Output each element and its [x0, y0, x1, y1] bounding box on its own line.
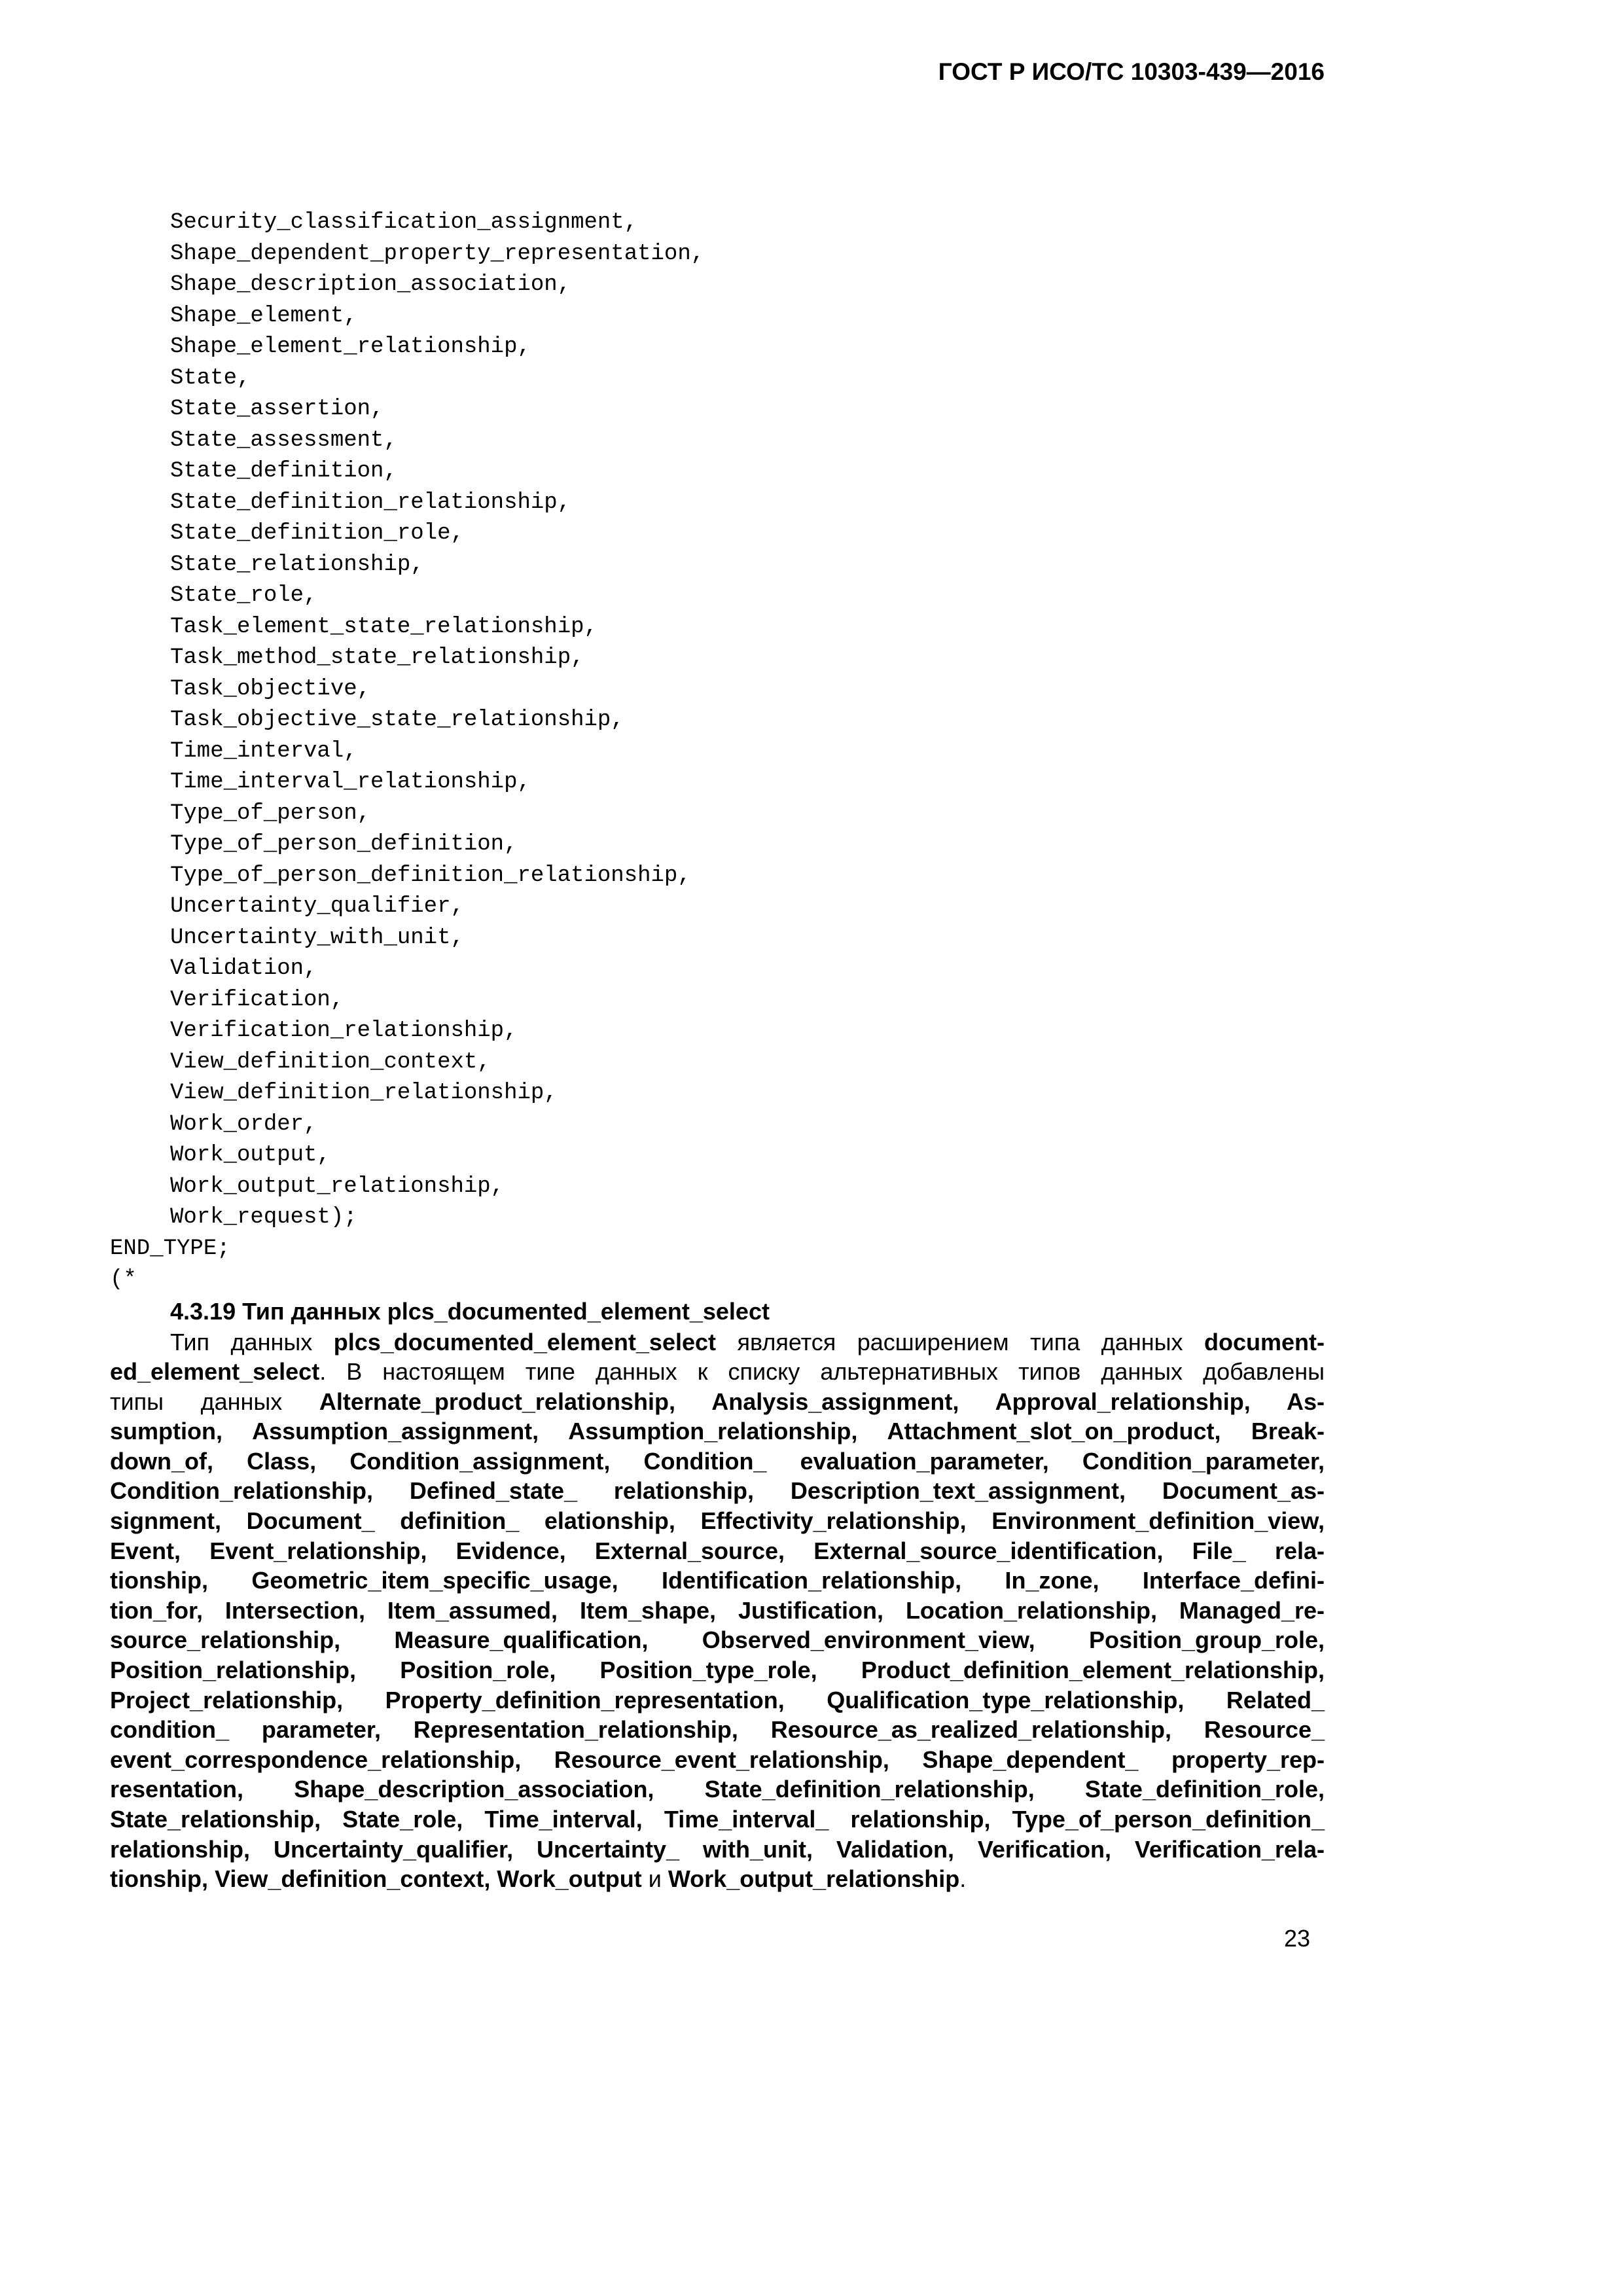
- code-line: (*: [110, 1267, 137, 1292]
- code-line: State_assertion,: [170, 397, 384, 422]
- code-line: State_definition_relationship,: [170, 490, 571, 515]
- code-line: Work_order,: [170, 1111, 317, 1137]
- code-line: State_definition,: [170, 459, 397, 484]
- code-line: View_definition_context,: [170, 1049, 491, 1075]
- paragraph-line: [110, 1835, 1325, 1865]
- type-name-text: sumption, Assumption_assignment, Assumption_relationship, Attachment_slot_on_product, Break-: [110, 1418, 1325, 1445]
- code-line: Work_output,: [170, 1143, 330, 1168]
- page-number: 23: [1283, 1924, 1310, 1952]
- code-line: Uncertainty_qualifier,: [170, 894, 464, 919]
- section-heading: 4.3.19 Тип данных plcs_documented_element_select: [170, 1297, 770, 1325]
- type-name-text: signment, Document_ definition_ elationship, Effectivity_relationship, Environment_definition_view,: [110, 1507, 1325, 1535]
- type-name-text: down_of, Class, Condition_assignment, Condition_ evaluation_parameter, Condition_parameter,: [110, 1447, 1325, 1475]
- paragraph-line: [110, 1774, 1325, 1804]
- type-name-text: Position_relationship, Position_role, Position_type_role, Product_definition_element_relationship,: [110, 1657, 1325, 1684]
- paragraph-line: [110, 1625, 1325, 1655]
- paragraph-line: [110, 1327, 1325, 1357]
- code-line: State_role,: [170, 583, 317, 608]
- code-line: Task_element_state_relationship,: [170, 614, 597, 639]
- code-line: State_relationship,: [170, 552, 424, 577]
- code-line: END_TYPE;: [110, 1236, 230, 1261]
- type-name-text: source_relationship, Measure_qualification, Observed_environment_view, Position_group_role,: [110, 1626, 1325, 1654]
- paragraph-line: [110, 1387, 1325, 1417]
- body-text: Тип данных: [170, 1328, 334, 1355]
- code-line: State_assessment,: [170, 427, 397, 453]
- paragraph-line: [110, 1655, 1325, 1685]
- type-name-text: event_correspondence_relationship, Resource_event_relationship, Shape_dependent_ property_rep-: [110, 1746, 1325, 1773]
- code-line: Shape_element_relationship,: [170, 334, 531, 359]
- paragraph-line: [110, 1446, 1325, 1477]
- paragraph-line: [110, 1566, 1325, 1596]
- paragraph-line: [110, 1596, 1325, 1626]
- paragraph-line: [110, 1864, 1325, 1894]
- paragraph-line: [110, 1506, 1325, 1536]
- type-name-text: resentation, Shape_description_association, State_definition_relationship, State_definition_role,: [110, 1776, 1325, 1803]
- type-name-text: Alternate_product_relationship, Analysis_assignment, Approval_relationship, As-: [319, 1388, 1325, 1415]
- code-line: Task_method_state_relationship,: [170, 645, 584, 670]
- paragraph-line: [110, 1416, 1325, 1446]
- body-text: и: [641, 1865, 668, 1893]
- type-name-text: tionship, View_definition_context, Work_output: [110, 1865, 642, 1893]
- paragraph-line: [110, 1715, 1325, 1745]
- type-name-text: tion_for, Intersection, Item_assumed, Item_shape, Justification, Location_relationship, Managed_re-: [110, 1596, 1325, 1624]
- paragraph-line: [110, 1476, 1325, 1506]
- code-line: Type_of_person,: [170, 800, 371, 826]
- code-line: Security_classification_assignment,: [170, 210, 638, 235]
- paragraph-line: [110, 1536, 1325, 1566]
- express-code-listing: [110, 207, 1325, 1296]
- code-line: Shape_element,: [170, 303, 357, 329]
- code-line: Task_objective,: [170, 676, 371, 702]
- code-line: Validation,: [170, 956, 317, 981]
- code-line: Verification,: [170, 987, 344, 1013]
- code-line: Shape_dependent_property_representation,: [170, 241, 705, 266]
- body-text: . В настоящем типе данных к списку альтернативных типов данных добавлены: [319, 1358, 1325, 1386]
- code-line: Time_interval,: [170, 738, 357, 764]
- code-line: Task_objective_state_relationship,: [170, 708, 624, 732]
- type-name-text: Condition_relationship, Defined_state_ relationship, Description_text_assignment, Document_as-: [110, 1477, 1325, 1505]
- type-name-text: document-: [1204, 1328, 1325, 1355]
- paragraph-line: [110, 1804, 1325, 1835]
- type-name-text: plcs_documented_element_select: [333, 1328, 716, 1355]
- code-line: State_definition_role,: [170, 521, 464, 546]
- type-name-text: State_relationship, State_role, Time_interval, Time_interval_ relationship, Type_of_person_definition_: [110, 1806, 1325, 1833]
- paragraph-line: [110, 1745, 1325, 1775]
- code-line: Work_request);: [170, 1205, 357, 1230]
- page-footer: [110, 1924, 1325, 1953]
- paragraph-line: [110, 1685, 1325, 1715]
- body-text: .: [959, 1865, 967, 1893]
- code-line: State,: [170, 365, 251, 391]
- document-header: [110, 0, 1325, 86]
- type-name-text: relationship, Uncertainty_qualifier, Uncertainty_ with_unit, Validation, Verification, Verification_rela-: [110, 1835, 1325, 1863]
- body-text: типы данных: [110, 1388, 319, 1415]
- page-content: [110, 0, 1325, 1953]
- type-name-text: ed_element_select: [110, 1358, 320, 1386]
- code-line: Uncertainty_with_unit,: [170, 925, 464, 950]
- paragraph-line: [110, 1357, 1325, 1387]
- code-line: View_definition_relationship,: [170, 1081, 558, 1105]
- code-line: Verification_relationship,: [170, 1018, 518, 1043]
- code-line: Time_interval_relationship,: [170, 770, 531, 795]
- code-line: Work_output_relationship,: [170, 1174, 505, 1199]
- code-line: Type_of_person_definition_relationship,: [170, 863, 691, 888]
- type-name-text: tionship, Geometric_item_specific_usage, Identification_relationship, In_zone, Interface_defini-: [110, 1567, 1325, 1594]
- code-line: Shape_description_association,: [170, 272, 571, 297]
- type-name-text: condition_ parameter, Representation_relationship, Resource_as_realized_relationship, Resource_: [110, 1716, 1325, 1744]
- code-line: Type_of_person_definition,: [170, 832, 518, 857]
- standard-designation: ГОСТ Р ИСО/ТС 10303-439—2016: [938, 58, 1325, 85]
- type-name-text: Event, Event_relationship, Evidence, External_source, External_source_identification, File_ rela-: [110, 1537, 1325, 1564]
- body-text: является расширением типа данных: [716, 1328, 1204, 1355]
- type-name-text: Project_relationship, Property_definition_representation, Qualification_type_relationship, Related_: [110, 1686, 1325, 1713]
- type-name-text: Work_output_relationship: [668, 1865, 960, 1893]
- section-paragraph: [110, 1327, 1325, 1894]
